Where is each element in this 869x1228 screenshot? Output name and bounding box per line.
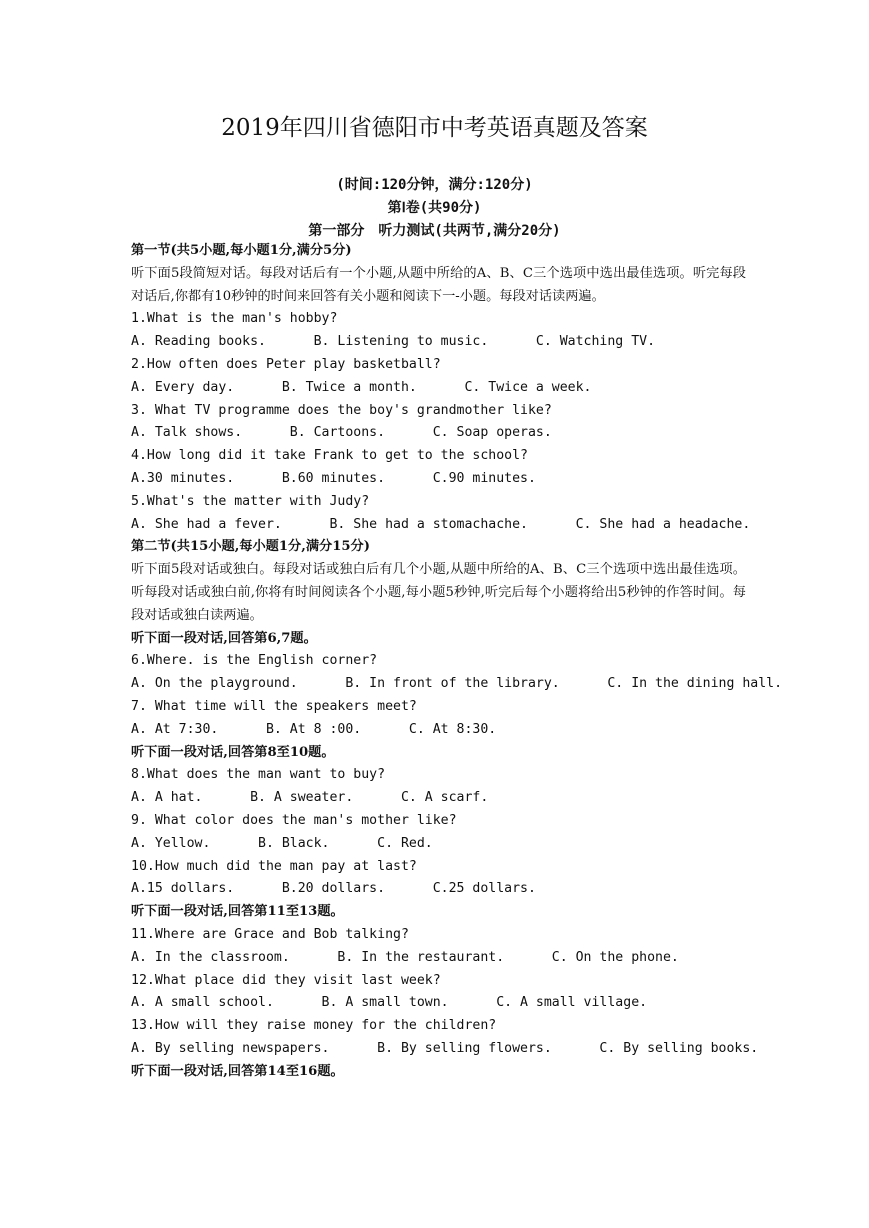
section2-instructions: 听下面5段对话或独白。每段对话或独白后有几个小题,从题中所给的A、B、C三个选项中选出最佳选项。听每段对话或独白前,你将有时间阅读各个小题,每小题5秒钟,听完后每个小题将给出5秒钟的作答时间。每段对话或独白读两遍。 <box>131 562 746 623</box>
section1-instructions: 听下面5段简短对话。每段对话后有一个小题,从题中所给的A、B、C三个选项中选出最佳选项。听完每段对话后,你都有10秒钟的时间来回答有关小题和阅读下一-小题。每段对话读两遍。 <box>131 265 746 304</box>
section1-heading: 第一节(共5小题,每小题1分,满分5分) <box>131 243 352 258</box>
part-heading: 第一部分 听力测试(共两节,满分20分) <box>308 223 561 239</box>
section2-heading: 第二节(共15小题,每小题1分,满分15分) <box>131 539 370 555</box>
question-9: 9. What color does the man's mother like? <box>131 812 457 828</box>
volume-heading: 第Ⅰ卷(共90分) <box>387 200 482 216</box>
question-7-options: A. At 7:30. B. At 8 :00. C. At 8:30. <box>131 721 497 737</box>
group-lead-6-7: 听下面一段对话,回答第6,7题。 <box>131 630 317 646</box>
document-title: 2019年四川省德阳市中考英语真题及答案 <box>221 115 648 141</box>
group-lead-14-16: 听下面一段对话,回答第14至16题。 <box>131 1063 344 1079</box>
question-5: 5.What's the matter with Judy? <box>131 493 370 509</box>
question-2: 2.How often does Peter play basketball? <box>131 356 441 372</box>
question-6-options: A. On the playground. B. In front of the library. C. In the dining hall. <box>131 676 783 692</box>
question-12: 12.What place did they visit last week? <box>131 972 441 988</box>
question-6: 6.Where. is the English corner? <box>131 653 378 669</box>
question-4: 4.How long did it take Frank to get to the school? <box>131 448 528 464</box>
question-7: 7. What time will the speakers meet? <box>131 698 417 714</box>
question-5-options: A. She had a fever. B. She had a stomachache. C. She had a headache. <box>131 516 751 532</box>
question-8-options: A. A hat. B. A sweater. C. A scarf. <box>131 790 489 806</box>
question-1-options: A. Reading books. B. Listening to music. C. Watching TV. <box>131 334 656 350</box>
question-1: 1.What is the man's hobby? <box>131 311 338 327</box>
question-4-options: A.30 minutes. B.60 minutes. C.90 minutes. <box>131 470 536 486</box>
question-3: 3. What TV programme does the boy's grandmother like? <box>131 402 552 418</box>
question-10: 10.How much did the man pay at last? <box>131 858 417 874</box>
exam-body <box>131 240 783 1083</box>
question-11-options: A. In the classroom. B. In the restaurant. C. On the phone. <box>131 949 679 965</box>
time-score-line: (时间:120分钟，满分:120分) <box>336 177 533 193</box>
question-12-options: A. A small school. B. A small town. C. A small village. <box>131 995 648 1011</box>
question-13-options: A. By selling newspapers. B. By selling flowers. C. By selling books. <box>131 1040 759 1056</box>
question-13: 13.How will they raise money for the children? <box>131 1018 497 1034</box>
question-3-options: A. Talk shows. B. Cartoons. C. Soap operas. <box>131 425 552 441</box>
question-10-options: A.15 dollars. B.20 dollars. C.25 dollars. <box>131 881 536 897</box>
question-8: 8.What does the man want to buy? <box>131 767 386 783</box>
group-lead-11-13: 听下面一段对话,回答第11至13题。 <box>131 904 344 920</box>
group-lead-8-10: 听下面一段对话,回答第8至10题。 <box>131 744 335 760</box>
question-9-options: A. Yellow. B. Black. C. Red. <box>131 835 433 851</box>
question-11: 11.Where are Grace and Bob talking? <box>131 926 409 942</box>
question-2-options: A. Every day. B. Twice a month. C. Twice a week. <box>131 379 592 395</box>
